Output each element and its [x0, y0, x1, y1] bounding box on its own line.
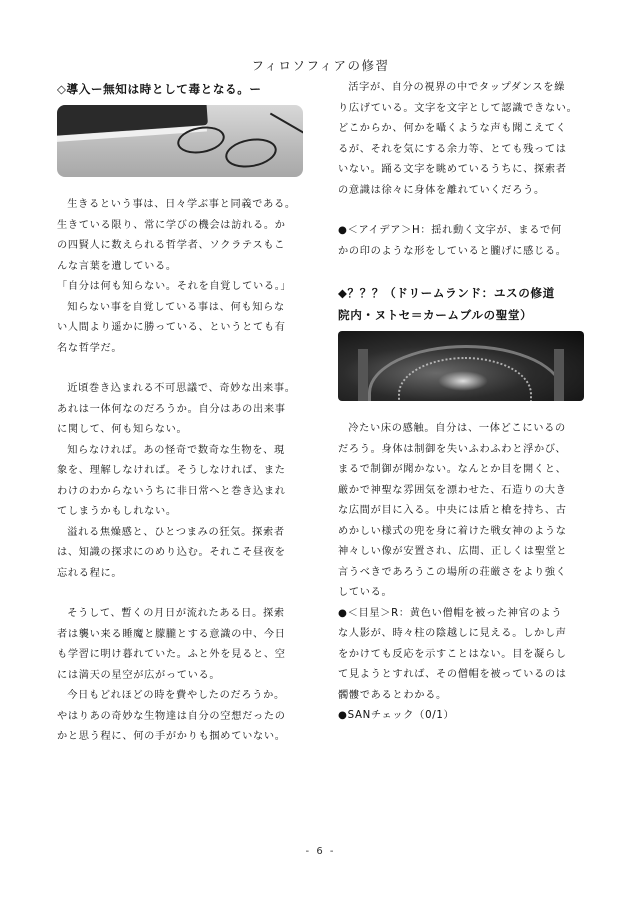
text-line: に関して、何も知らない。 — [57, 424, 188, 435]
text-line: かと思う程に、何の手がかりも掴めていない。 — [57, 731, 286, 742]
text-line: 生きている限り、常に学びの機会は訪れる。か — [57, 219, 286, 231]
text-line: 名な哲学だ。 — [57, 342, 123, 354]
text-line: 冷たい床の感触。自分は、一体どこにいるの — [348, 423, 566, 434]
section-heading-dreamland-1: ◆？？？（ドリームランド：ユスの修道 — [338, 286, 555, 300]
text-line: いない。踊る文字を眺めているうちに、探索者 — [338, 164, 567, 175]
text-line: るが、それを気にする余力等、とても残っては — [338, 143, 567, 155]
left-body-text — [57, 195, 307, 748]
text-line: 言うべきであろうこの場所の荘厳さをより強く — [338, 566, 567, 578]
paragraph-gap — [57, 584, 307, 604]
text-line: 象を、理解しなければ。そうしなければ、また — [57, 465, 286, 476]
text-line: ●＜目星＞R：黄色い僧帽を被った神官のよう — [338, 607, 563, 619]
text-line: の四賢人に数えられる哲学者、ソクラテスもこ — [57, 240, 286, 251]
left-column — [57, 78, 307, 748]
section-heading-intro: ◇導入ー無知は時として毒となる。ー — [57, 82, 262, 96]
text-line: 忘れる程に。 — [57, 567, 123, 579]
page-number: - 6 - — [305, 846, 336, 857]
text-line: な人影が、時々柱の陰越しに見える。しかし声 — [338, 628, 567, 639]
text-line: も学習に明け暮れていた。ふと外を見ると、空 — [57, 649, 286, 660]
text-line: 知らない事を自覚している事は、何も知らな — [67, 301, 285, 313]
paragraph-gap — [338, 201, 590, 221]
glasses-and-book-photo-icon — [57, 105, 303, 177]
text-line: は、知識の探求にのめり込む。それこそ昼夜を — [57, 547, 286, 558]
text-line: 厳かで神聖な雰囲気を漂わせた、石造りの大き — [338, 484, 567, 496]
text-line: な広間が目に入る。中央には盾と槍を持ち、古 — [338, 505, 567, 516]
page-title: フィロソフィアの修習 — [251, 58, 390, 73]
text-line: あれは一体何なのだろうか。自分はあの出来事 — [57, 403, 286, 415]
text-line: 活字が、自分の視界の中でタップダンスを繰 — [348, 82, 566, 93]
text-line: 生きるという事は、日々学ぶ事と同義である。 — [67, 199, 296, 210]
text-line: まるで制御が聞かない。なんとか目を開くと、 — [338, 464, 567, 475]
text-line: 近頃巻き込まれる不可思議で、奇妙な出来事。 — [67, 383, 296, 394]
text-line: どこからか、何かを囁くような声も聞こえてく — [338, 123, 567, 134]
text-line: わけのわからないうちに非日常へと巻き込まれ — [57, 485, 286, 497]
text-line: だろう。身体は制御を失いふわふわと浮かび、 — [338, 443, 567, 455]
text-line: ●＜アイデア＞H：揺れ動く文字が、まるで何 — [338, 225, 562, 236]
text-line: の意識は徐々に身体を離れていくだろう。 — [338, 184, 545, 196]
text-line: めかしい様式の兜を身に着けた戦女神のような — [338, 525, 567, 537]
dark-temple-interior-photo-icon — [338, 331, 584, 401]
text-line: 「自分は何も知らない。それを自覚している。」 — [57, 281, 292, 292]
text-line: には満天の星空が広がっている。 — [57, 669, 221, 681]
paragraph-gap — [57, 359, 307, 379]
text-line: 今日もどれほどの時を費やしたのだろうか。 — [67, 690, 285, 701]
text-line: やはりあの奇妙な生物達は自分の空想だったの — [57, 710, 286, 722]
text-line: てしまうかもしれない。 — [57, 506, 177, 517]
text-line: い人間より遥かに勝っている、というとても有 — [57, 322, 286, 333]
right-column — [338, 78, 590, 727]
text-line: 者は襲い来る睡魔と朦朧とする意識の中、今日 — [57, 628, 286, 640]
text-line: をかけても反応を示すことはない。目を凝らし — [338, 648, 567, 660]
right-body-text-top — [338, 78, 590, 262]
text-line: 髑髏であるとわかる。 — [338, 689, 447, 701]
text-line: している。 — [338, 587, 393, 598]
text-line: 溢れる焦燥感と、ひとつまみの狂気。探索者 — [67, 526, 285, 538]
text-line: り広げている。文字を文字として認識できない。 — [338, 102, 578, 114]
right-body-text-bottom — [338, 419, 590, 727]
text-line: ●SANチェック（0/1） — [338, 710, 455, 721]
text-line: 神々しい像が安置され、広間、正しくは聖堂と — [338, 546, 568, 557]
text-line: て見ようとすれば、その僧帽を被っているのは — [338, 669, 567, 680]
text-line: そうして、暫くの月日が流れたある日。探索 — [67, 608, 285, 619]
text-line: 知らなければ。あの怪奇で数奇な生物を、現 — [67, 444, 285, 456]
text-line: んな言葉を遺している。 — [57, 260, 177, 272]
text-line: かの印のような形をしていると朧げに感じる。 — [338, 245, 567, 257]
section-heading-dreamland-2: 院内・ヌトセ＝カームブルの聖堂） — [338, 308, 533, 322]
